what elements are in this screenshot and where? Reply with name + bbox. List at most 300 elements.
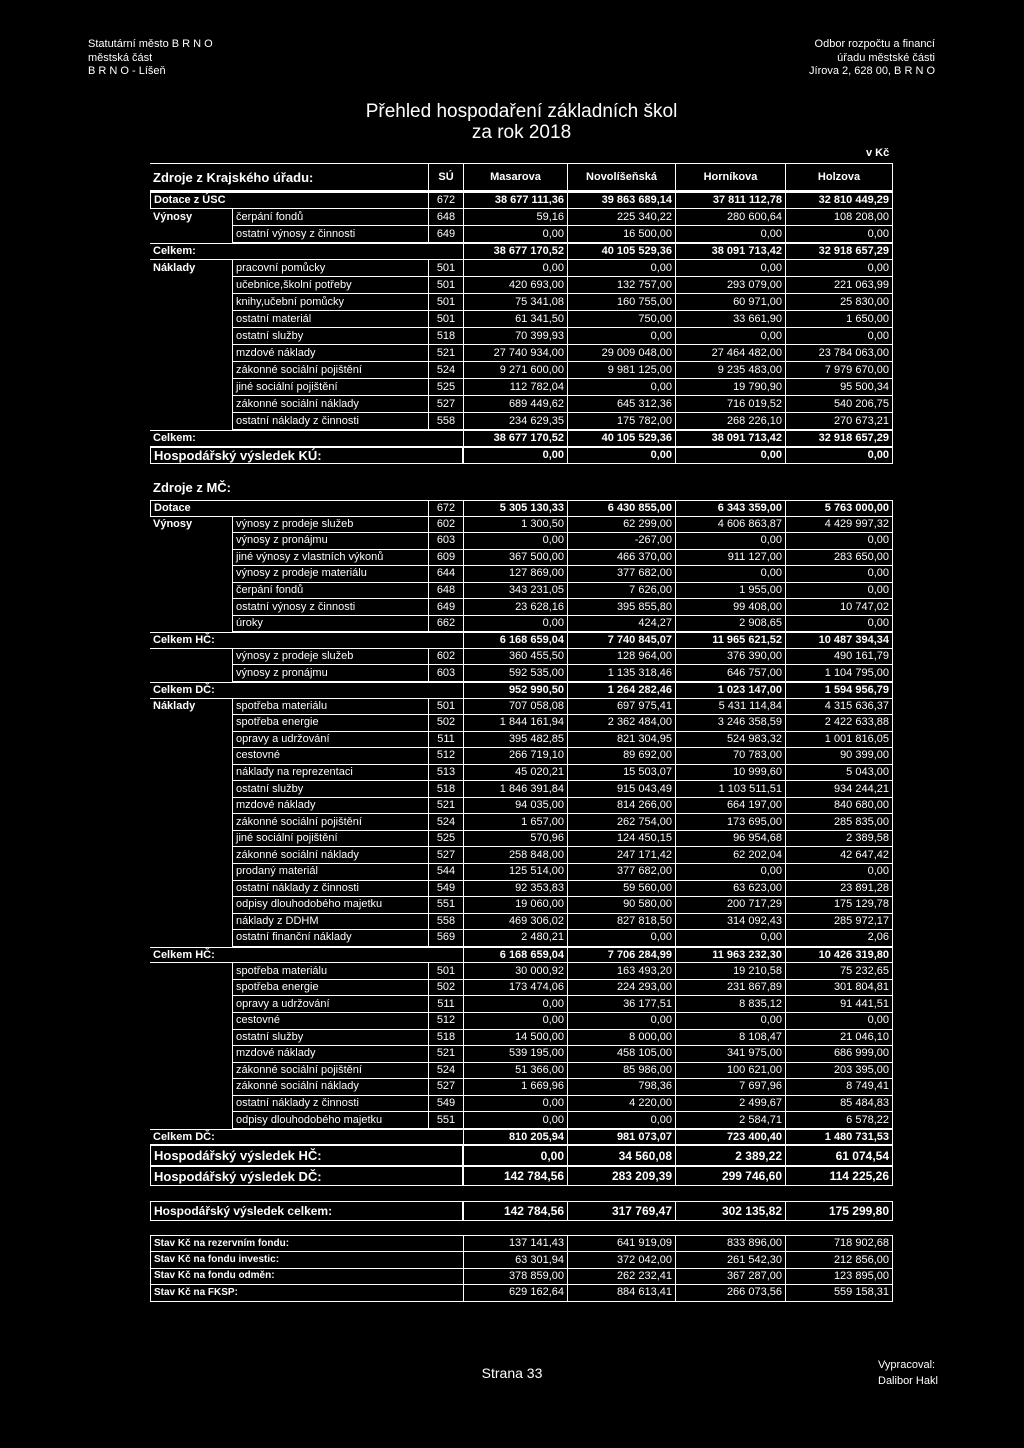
value-novolisenska: 59 560,00 bbox=[567, 881, 675, 898]
group-spacer bbox=[150, 311, 232, 328]
value-hornikova: 1 103 511,51 bbox=[675, 781, 785, 798]
result-label: Hospodářský výsledek HČ: bbox=[150, 1145, 463, 1166]
total-row bbox=[150, 1129, 893, 1146]
value-novolisenska: 36 177,51 bbox=[567, 996, 675, 1013]
account-code: 511 bbox=[428, 996, 463, 1013]
value-hornikova: 200 717,29 bbox=[675, 897, 785, 914]
value-holzova: 123 895,00 bbox=[785, 1269, 893, 1285]
item-label: pracovní pomůcky bbox=[232, 260, 428, 277]
value-holzova: 108 208,00 bbox=[785, 209, 893, 226]
value-novolisenska: 40 105 529,36 bbox=[567, 244, 675, 260]
value-hornikova: 2 499,67 bbox=[675, 1096, 785, 1113]
value-masarova: 258 848,00 bbox=[463, 847, 567, 864]
value-hornikova: 646 757,00 bbox=[675, 665, 785, 682]
value-hornikova: 2 389,22 bbox=[675, 1145, 785, 1166]
account-code: 527 bbox=[428, 847, 463, 864]
value-holzova: 0,00 bbox=[785, 864, 893, 881]
value-hornikova: 231 867,89 bbox=[675, 980, 785, 997]
group-spacer bbox=[150, 533, 232, 550]
group-spacer bbox=[150, 1112, 232, 1129]
value-masarova: 30 000,92 bbox=[463, 963, 567, 980]
value-holzova: 75 232,65 bbox=[785, 963, 893, 980]
value-holzova: 5 043,00 bbox=[785, 765, 893, 782]
result-row bbox=[150, 1145, 893, 1166]
table-row bbox=[150, 599, 893, 616]
value-novolisenska: 262 232,41 bbox=[567, 1269, 675, 1285]
group-spacer bbox=[150, 1079, 232, 1096]
table-row bbox=[150, 345, 893, 362]
account-code: 648 bbox=[428, 209, 463, 226]
item-label: jiné sociální pojištění bbox=[232, 831, 428, 848]
account-code: 569 bbox=[428, 930, 463, 947]
school-header-holzova: Holzova bbox=[785, 164, 893, 190]
value-masarova: 23 628,16 bbox=[463, 599, 567, 616]
total-row bbox=[150, 947, 893, 964]
account-code: 513 bbox=[428, 765, 463, 782]
table-row bbox=[150, 379, 893, 396]
group-spacer bbox=[150, 362, 232, 379]
account-code: 649 bbox=[428, 226, 463, 243]
value-novolisenska: 884 613,41 bbox=[567, 1285, 675, 1301]
group-spacer bbox=[150, 599, 232, 616]
value-hornikova: 63 623,00 bbox=[675, 881, 785, 898]
account-code: 525 bbox=[428, 831, 463, 848]
row-label: Dotace bbox=[150, 501, 428, 517]
account-code: 524 bbox=[428, 1063, 463, 1080]
item-label: jiné sociální pojištění bbox=[232, 379, 428, 396]
account-code: 521 bbox=[428, 798, 463, 815]
value-holzova: 0,00 bbox=[785, 533, 893, 550]
value-holzova: 1 650,00 bbox=[785, 311, 893, 328]
value-novolisenska: 283 209,39 bbox=[567, 1166, 675, 1187]
value-masarova: 343 231,05 bbox=[463, 583, 567, 600]
value-masarova: 0,00 bbox=[463, 996, 567, 1013]
value-novolisenska: 160 755,00 bbox=[567, 294, 675, 311]
value-novolisenska: 4 220,00 bbox=[567, 1096, 675, 1113]
item-label: ostatní náklady z činnosti bbox=[232, 881, 428, 898]
value-hornikova: 62 202,04 bbox=[675, 847, 785, 864]
value-masarova: 45 020,21 bbox=[463, 765, 567, 782]
row-label: Dotace z ÚSC bbox=[150, 193, 428, 209]
fund-row bbox=[150, 1252, 893, 1268]
value-holzova: 1 001 816,05 bbox=[785, 732, 893, 749]
value-holzova: 301 804,81 bbox=[785, 980, 893, 997]
value-holzova: 23 891,28 bbox=[785, 881, 893, 898]
value-hornikova: 2 908,65 bbox=[675, 616, 785, 633]
value-hornikova: 38 091 713,42 bbox=[675, 244, 785, 260]
ku-table bbox=[150, 163, 893, 464]
value-hornikova: 7 697,96 bbox=[675, 1079, 785, 1096]
value-hornikova: 0,00 bbox=[675, 533, 785, 550]
account-code: 518 bbox=[428, 781, 463, 798]
value-holzova: 175 129,78 bbox=[785, 897, 893, 914]
total-label: Celkem: bbox=[150, 431, 463, 447]
value-holzova: 10 487 394,34 bbox=[785, 633, 893, 649]
value-hornikova: 0,00 bbox=[675, 930, 785, 947]
group-spacer bbox=[150, 413, 232, 430]
group-spacer bbox=[150, 781, 232, 798]
account-code: 551 bbox=[428, 897, 463, 914]
item-label: ostatní finanční náklady bbox=[232, 930, 428, 947]
report-title: Přehled hospodaření základních škol bbox=[365, 101, 678, 122]
total-row bbox=[150, 632, 893, 649]
result-row bbox=[150, 1166, 893, 1187]
value-holzova: 61 074,54 bbox=[785, 1145, 893, 1166]
item-label: ostatní výnosy z činnosti bbox=[232, 599, 428, 616]
total-row bbox=[150, 430, 893, 447]
group-spacer bbox=[150, 1013, 232, 1030]
value-hornikova: 19 210,58 bbox=[675, 963, 785, 980]
table-row bbox=[150, 311, 893, 328]
group-spacer bbox=[150, 583, 232, 600]
table-row bbox=[150, 1046, 893, 1063]
item-label: čerpání fondů bbox=[232, 583, 428, 600]
value-novolisenska: 163 493,20 bbox=[567, 963, 675, 980]
result-row bbox=[150, 1201, 893, 1221]
value-hornikova: 37 811 112,78 bbox=[675, 193, 785, 209]
value-holzova: 90 399,00 bbox=[785, 748, 893, 765]
value-holzova: 718 902,68 bbox=[785, 1236, 893, 1252]
value-hornikova: 341 975,00 bbox=[675, 1046, 785, 1063]
value-novolisenska: 175 782,00 bbox=[567, 413, 675, 430]
table-row bbox=[150, 930, 893, 947]
value-novolisenska: 814 266,00 bbox=[567, 798, 675, 815]
value-novolisenska: 466 370,00 bbox=[567, 550, 675, 567]
account-code: 518 bbox=[428, 328, 463, 345]
value-masarova: 112 782,04 bbox=[463, 379, 567, 396]
table-row bbox=[150, 881, 893, 898]
city-name: Statutární město B R N O bbox=[88, 38, 213, 50]
value-masarova: 0,00 bbox=[463, 226, 567, 243]
table-row bbox=[150, 649, 893, 666]
value-masarova: 70 399,93 bbox=[463, 328, 567, 345]
group-label: Výnosy bbox=[153, 211, 193, 223]
value-novolisenska: 0,00 bbox=[567, 1013, 675, 1030]
school-header-masarova: Masarova bbox=[463, 164, 567, 190]
value-holzova: 0,00 bbox=[785, 328, 893, 345]
item-label: ostatní výnosy z činnosti bbox=[232, 226, 428, 243]
group-spacer bbox=[150, 732, 232, 749]
value-masarova: 570,96 bbox=[463, 831, 567, 848]
group-spacer bbox=[150, 814, 232, 831]
author-block bbox=[878, 1357, 938, 1389]
value-hornikova: 911 127,00 bbox=[675, 550, 785, 567]
value-novolisenska: 0,00 bbox=[567, 260, 675, 277]
value-masarova: 61 341,50 bbox=[463, 311, 567, 328]
currency-unit: v Kč bbox=[866, 147, 890, 159]
value-holzova: 0,00 bbox=[785, 447, 893, 464]
value-hornikova: 3 246 358,59 bbox=[675, 715, 785, 732]
table-row bbox=[150, 517, 893, 534]
value-masarova: 75 341,08 bbox=[463, 294, 567, 311]
account-code: 501 bbox=[428, 311, 463, 328]
value-hornikova: 833 896,00 bbox=[675, 1236, 785, 1252]
group-spacer bbox=[150, 226, 232, 243]
table-row bbox=[150, 748, 893, 765]
value-novolisenska: 981 073,07 bbox=[567, 1130, 675, 1146]
value-hornikova: 0,00 bbox=[675, 566, 785, 583]
value-novolisenska: 62 299,00 bbox=[567, 517, 675, 534]
value-novolisenska: 377 682,00 bbox=[567, 864, 675, 881]
value-masarova: 51 366,00 bbox=[463, 1063, 567, 1080]
item-label: jiné výnosy z vlastních výkonů bbox=[232, 550, 428, 567]
group-spacer bbox=[150, 996, 232, 1013]
value-masarova: 59,16 bbox=[463, 209, 567, 226]
table-row bbox=[150, 980, 893, 997]
item-label: ostatní náklady z činnosti bbox=[232, 1096, 428, 1113]
item-label: výnosy z prodeje materiálu bbox=[232, 566, 428, 583]
issuer-block bbox=[88, 38, 213, 79]
account-code: 609 bbox=[428, 550, 463, 567]
value-novolisenska: 6 430 855,00 bbox=[567, 501, 675, 517]
item-label: mzdové náklady bbox=[232, 798, 428, 815]
item-label: náklady na reprezentaci bbox=[232, 765, 428, 782]
item-label: spotřeba energie bbox=[232, 980, 428, 997]
value-hornikova: 1 023 147,00 bbox=[675, 683, 785, 699]
account-code: 549 bbox=[428, 1096, 463, 1113]
item-label: opravy a udržování bbox=[232, 732, 428, 749]
value-hornikova: 8 108,47 bbox=[675, 1030, 785, 1047]
value-masarova: 234 629,35 bbox=[463, 413, 567, 430]
group-spacer bbox=[150, 1030, 232, 1047]
table-row bbox=[150, 699, 893, 716]
item-label: odpisy dlouhodobého majetku bbox=[232, 897, 428, 914]
value-masarova: 6 168 659,04 bbox=[463, 948, 567, 964]
item-label: knihy,učební pomůcky bbox=[232, 294, 428, 311]
value-hornikova: 19 790,90 bbox=[675, 379, 785, 396]
value-hornikova: 0,00 bbox=[675, 864, 785, 881]
department-name: Odbor rozpočtu a financí bbox=[814, 38, 935, 50]
account-code: 501 bbox=[428, 277, 463, 294]
value-hornikova: 268 226,10 bbox=[675, 413, 785, 430]
table-row bbox=[150, 798, 893, 815]
account-code: 527 bbox=[428, 1079, 463, 1096]
value-novolisenska: 7 626,00 bbox=[567, 583, 675, 600]
value-masarova: 952 990,50 bbox=[463, 683, 567, 699]
value-holzova: 934 244,21 bbox=[785, 781, 893, 798]
value-novolisenska: 372 042,00 bbox=[567, 1252, 675, 1268]
item-label: učebnice,školní potřeby bbox=[232, 277, 428, 294]
table-row bbox=[150, 362, 893, 379]
value-masarova: 0,00 bbox=[463, 616, 567, 633]
value-holzova: 559 158,31 bbox=[785, 1285, 893, 1301]
account-code: 603 bbox=[428, 665, 463, 682]
ku-heading: Zdroje z Krajského úřadu: bbox=[153, 169, 314, 185]
table-row bbox=[150, 566, 893, 583]
value-holzova: 32 810 449,29 bbox=[785, 193, 893, 209]
table-row bbox=[150, 1030, 893, 1047]
account-code: 649 bbox=[428, 599, 463, 616]
value-holzova: 114 225,26 bbox=[785, 1166, 893, 1187]
item-label: náklady z DDHM bbox=[232, 914, 428, 931]
account-code: 518 bbox=[428, 1030, 463, 1047]
value-novolisenska: -267,00 bbox=[567, 533, 675, 550]
value-novolisenska: 8 000,00 bbox=[567, 1030, 675, 1047]
table-row bbox=[150, 897, 893, 914]
group-spacer bbox=[150, 798, 232, 815]
value-hornikova: 302 135,82 bbox=[675, 1201, 785, 1221]
value-novolisenska: 1 135 318,46 bbox=[567, 665, 675, 682]
value-novolisenska: 645 312,36 bbox=[567, 396, 675, 413]
value-novolisenska: 39 863 689,14 bbox=[567, 193, 675, 209]
table-row bbox=[150, 847, 893, 864]
item-label: spotřeba materiálu bbox=[232, 963, 428, 980]
group-spacer bbox=[150, 748, 232, 765]
item-label: čerpání fondů bbox=[232, 209, 428, 226]
item-label: zákonné sociální pojištění bbox=[232, 814, 428, 831]
value-holzova: 42 647,42 bbox=[785, 847, 893, 864]
account-code: 544 bbox=[428, 864, 463, 881]
account-code: 501 bbox=[428, 294, 463, 311]
value-novolisenska: 29 009 048,00 bbox=[567, 345, 675, 362]
value-novolisenska: 0,00 bbox=[567, 1112, 675, 1129]
value-novolisenska: 34 560,08 bbox=[567, 1145, 675, 1166]
group-spacer bbox=[150, 881, 232, 898]
table-row bbox=[150, 550, 893, 567]
mc-heading: Zdroje z MČ: bbox=[153, 480, 231, 495]
table-row bbox=[150, 583, 893, 600]
mc-table bbox=[150, 500, 893, 1186]
table-header-row bbox=[150, 163, 893, 192]
group-spacer bbox=[150, 294, 232, 311]
group-spacer bbox=[150, 963, 232, 980]
school-header-novolisenska: Novolíšeňská bbox=[567, 164, 675, 190]
table-row bbox=[150, 814, 893, 831]
value-hornikova: 723 400,40 bbox=[675, 1130, 785, 1146]
group-spacer bbox=[150, 1046, 232, 1063]
value-hornikova: 4 606 863,87 bbox=[675, 517, 785, 534]
value-hornikova: 11 965 621,52 bbox=[675, 633, 785, 649]
value-holzova: 23 784 063,00 bbox=[785, 345, 893, 362]
value-masarova: 469 306,02 bbox=[463, 914, 567, 931]
account-code: 602 bbox=[428, 517, 463, 534]
value-holzova: 540 206,75 bbox=[785, 396, 893, 413]
account-code: 501 bbox=[428, 260, 463, 277]
account-code: 501 bbox=[428, 699, 463, 716]
group-spacer bbox=[150, 345, 232, 362]
value-holzova: 95 500,34 bbox=[785, 379, 893, 396]
value-novolisenska: 458 105,00 bbox=[567, 1046, 675, 1063]
value-hornikova: 38 091 713,42 bbox=[675, 431, 785, 447]
group-label: Náklady bbox=[153, 700, 196, 713]
value-masarova: 38 677 170,52 bbox=[463, 244, 567, 260]
item-label: zákonné sociální náklady bbox=[232, 1079, 428, 1096]
item-label: mzdové náklady bbox=[232, 1046, 428, 1063]
value-novolisenska: 1 264 282,46 bbox=[567, 683, 675, 699]
value-novolisenska: 750,00 bbox=[567, 311, 675, 328]
value-novolisenska: 0,00 bbox=[567, 328, 675, 345]
value-masarova: 14 500,00 bbox=[463, 1030, 567, 1047]
account-code: 558 bbox=[428, 914, 463, 931]
value-masarova: 6 168 659,04 bbox=[463, 633, 567, 649]
value-novolisenska: 124 450,15 bbox=[567, 831, 675, 848]
value-holzova: 1 104 795,00 bbox=[785, 665, 893, 682]
value-novolisenska: 262 754,00 bbox=[567, 814, 675, 831]
value-novolisenska: 128 964,00 bbox=[567, 649, 675, 666]
value-masarova: 689 449,62 bbox=[463, 396, 567, 413]
result-label: Hospodářský výsledek DČ: bbox=[150, 1166, 463, 1187]
group-spacer bbox=[150, 665, 232, 682]
value-holzova: 21 046,10 bbox=[785, 1030, 893, 1047]
table-row bbox=[150, 396, 893, 413]
value-holzova: 2,06 bbox=[785, 930, 893, 947]
value-novolisenska: 85 986,00 bbox=[567, 1063, 675, 1080]
group-spacer bbox=[150, 379, 232, 396]
item-label: zákonné sociální náklady bbox=[232, 396, 428, 413]
total-label: Celkem HČ: bbox=[150, 633, 463, 649]
table-row bbox=[150, 260, 893, 277]
value-holzova: 7 979 670,00 bbox=[785, 362, 893, 379]
value-holzova: 5 763 000,00 bbox=[785, 501, 893, 517]
value-novolisenska: 132 757,00 bbox=[567, 277, 675, 294]
value-novolisenska: 7 706 284,99 bbox=[567, 948, 675, 964]
value-holzova: 283 650,00 bbox=[785, 550, 893, 567]
value-masarova: 27 740 934,00 bbox=[463, 345, 567, 362]
fund-label: Stav Kč na fondu odměn: bbox=[150, 1269, 463, 1285]
account-code: 502 bbox=[428, 980, 463, 997]
value-masarova: 1 657,00 bbox=[463, 814, 567, 831]
department-block bbox=[809, 38, 935, 79]
table-row bbox=[150, 765, 893, 782]
table-row bbox=[150, 413, 893, 430]
value-hornikova: 376 390,00 bbox=[675, 649, 785, 666]
value-masarova: 38 677 111,36 bbox=[463, 193, 567, 209]
value-hornikova: 11 963 232,30 bbox=[675, 948, 785, 964]
total-row bbox=[150, 243, 893, 260]
report-year: za rok 2018 bbox=[471, 122, 572, 143]
table-row bbox=[150, 277, 893, 294]
table-row bbox=[150, 963, 893, 980]
value-masarova: 0,00 bbox=[463, 1096, 567, 1113]
value-holzova: 1 480 731,53 bbox=[785, 1130, 893, 1146]
group-spacer bbox=[150, 566, 232, 583]
value-hornikova: 173 695,00 bbox=[675, 814, 785, 831]
value-hornikova: 524 983,32 bbox=[675, 732, 785, 749]
value-hornikova: 299 746,60 bbox=[675, 1166, 785, 1187]
value-novolisenska: 697 975,41 bbox=[567, 699, 675, 716]
value-holzova: 0,00 bbox=[785, 616, 893, 633]
account-code: 549 bbox=[428, 881, 463, 898]
value-hornikova: 96 954,68 bbox=[675, 831, 785, 848]
value-masarova: 0,00 bbox=[463, 260, 567, 277]
value-holzova: 10 747,02 bbox=[785, 599, 893, 616]
table-row bbox=[150, 914, 893, 931]
value-holzova: 840 680,00 bbox=[785, 798, 893, 815]
value-novolisenska: 821 304,95 bbox=[567, 732, 675, 749]
value-masarova: 367 500,00 bbox=[463, 550, 567, 567]
total-label: Celkem HČ: bbox=[150, 948, 463, 964]
value-hornikova: 9 235 483,00 bbox=[675, 362, 785, 379]
value-novolisenska: 7 740 845,07 bbox=[567, 633, 675, 649]
item-label: ostatní materiál bbox=[232, 311, 428, 328]
table-row bbox=[150, 732, 893, 749]
value-novolisenska: 317 769,47 bbox=[567, 1201, 675, 1221]
account-code: 511 bbox=[428, 732, 463, 749]
item-label: ostatní náklady z činnosti bbox=[232, 413, 428, 430]
value-masarova: 592 535,00 bbox=[463, 665, 567, 682]
table-row bbox=[150, 831, 893, 848]
value-holzova: 32 918 657,29 bbox=[785, 431, 893, 447]
total-label: Celkem DČ: bbox=[150, 683, 463, 699]
account-code: 512 bbox=[428, 1013, 463, 1030]
table-row bbox=[150, 616, 893, 633]
account-code: 527 bbox=[428, 396, 463, 413]
account-code: 644 bbox=[428, 566, 463, 583]
value-hornikova: 100 621,00 bbox=[675, 1063, 785, 1080]
value-holzova: 4 315 636,37 bbox=[785, 699, 893, 716]
value-holzova: 203 395,00 bbox=[785, 1063, 893, 1080]
table-row bbox=[150, 1063, 893, 1080]
